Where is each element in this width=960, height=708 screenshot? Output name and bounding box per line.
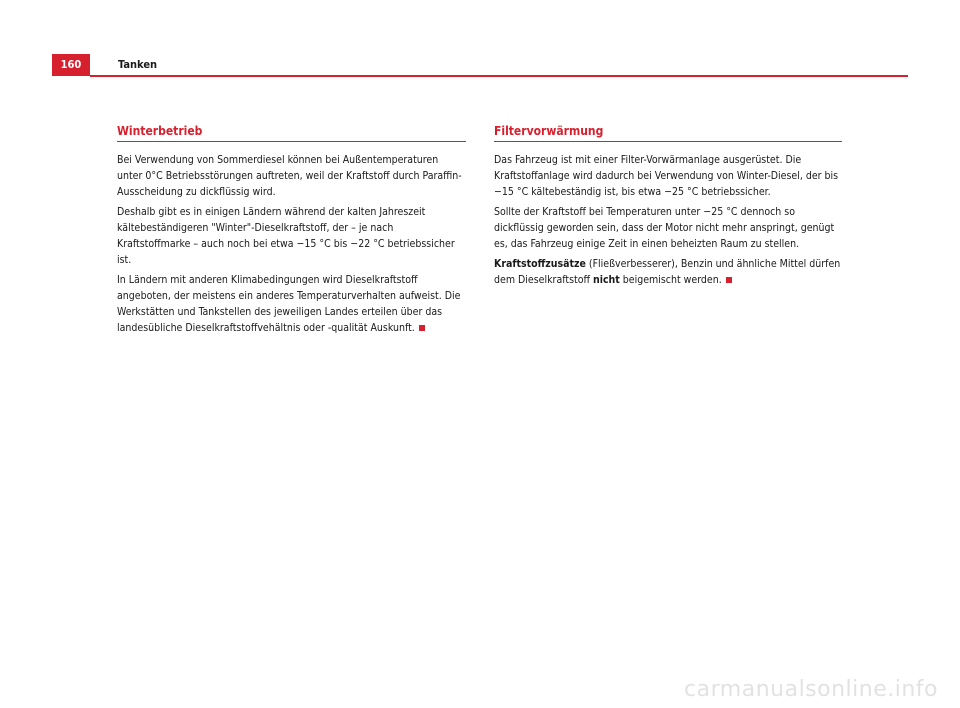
paragraph-last bbox=[117, 272, 466, 336]
bold-term-kraftstoffzusaetze: Kraftstoffzusätze bbox=[494, 258, 586, 270]
paragraph-text: (Fließverbesserer), Benzin und ähnliche Mittel dürfen dem Dieselkraftstoff bbox=[494, 258, 841, 286]
left-column bbox=[117, 123, 466, 336]
paragraph: Sollte der Kraftstoff bei Temperaturen unter −25 °C dennoch so dickflüssig geworden sein, dass der Motor nicht mehr anspringt, genügt es, das Fahrzeug einige Zeit in einen beheizten Raum zu stellen. bbox=[494, 206, 835, 250]
section-heading-winterbetrieb: Winterbetrieb bbox=[117, 123, 466, 142]
paragraph: Bei Verwendung von Sommerdiesel können bei Außentemperaturen unter 0°C Betriebsstörungen auftreten, weil der Kraftstoff durch Paraffin-Ausscheidung zu dickflüssig wird. bbox=[117, 154, 462, 198]
paragraph: Das Fahrzeug ist mit einer Filter-Vorwärmanlage ausgerüstet. Die Kraftstoffanlage wird dadurch bei Verwendung von Winter-Diesel, der bis −15 °C kältebeständig ist, bis etwa −25 °C betriebssicher. bbox=[494, 154, 839, 198]
page-header bbox=[52, 54, 908, 78]
section-end-marker-icon bbox=[419, 325, 425, 331]
section-end-marker-icon bbox=[726, 277, 732, 283]
running-title: Tanken bbox=[118, 58, 158, 71]
paragraph-last bbox=[494, 256, 842, 288]
right-column bbox=[494, 123, 842, 288]
header-rule bbox=[90, 75, 908, 77]
page-number: 160 bbox=[52, 54, 90, 76]
paragraph: Deshalb gibt es in einigen Ländern während der kalten Jahreszeit kältebeständigeren "Winter"-Dieselkraftstoff, der – je nach Kraftstoffmarke – auch noch bei etwa −15 °C bis −22 °C betriebssicher ist. bbox=[117, 206, 455, 266]
bold-term-nicht: nicht bbox=[592, 274, 620, 286]
section-heading-filtervorwaermung: Filtervorwärmung bbox=[494, 123, 842, 142]
watermark: carmanualsonline.info bbox=[684, 677, 938, 702]
paragraph-text: beigemischt werden. bbox=[619, 274, 722, 286]
paragraph-text: In Ländern mit anderen Klimabedingungen wird Dieselkraftstoff angeboten, der meistens ein anderes Temperaturverhalten aufweist. Die Werkstätten und Tankstellen des jeweiligen Landes erteilen über das landesübliche Dieselkraftstoffvehältnis oder -qualität Auskunft. bbox=[117, 274, 461, 334]
